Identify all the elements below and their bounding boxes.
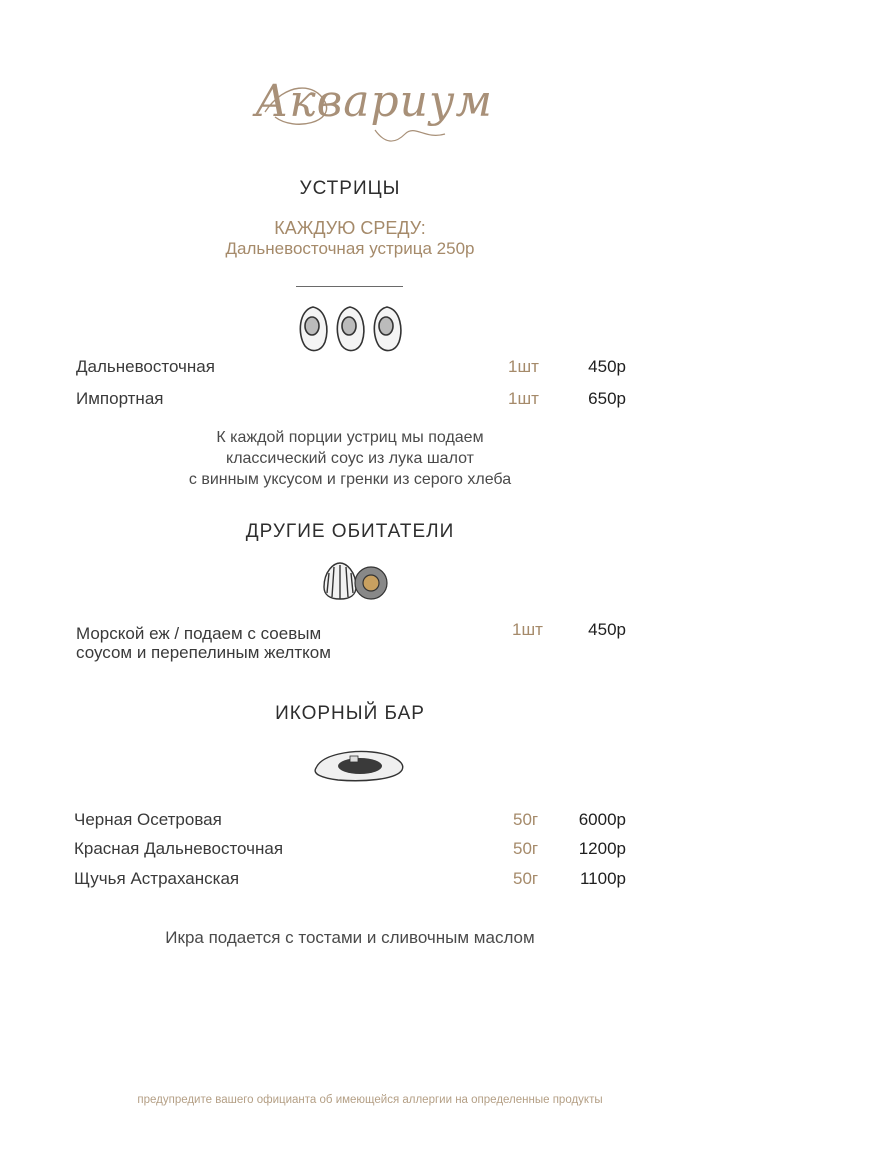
menu-item-qty: 1шт (508, 389, 539, 408)
others-title: ДРУГИЕ ОБИТАТЕЛИ (245, 521, 455, 542)
divider (296, 286, 403, 287)
menu-item-qty: 50г (513, 839, 539, 858)
oysters-title: УСТРИЦЫ (299, 178, 401, 199)
brand-logo (255, 62, 493, 142)
others-icons (320, 561, 390, 603)
menu-item-price: 650р (588, 389, 626, 408)
menu-item-name (76, 624, 331, 662)
menu-item-qty: 1шт (508, 357, 539, 376)
caviar-title: ИКОРНЫЙ БАР (275, 703, 425, 724)
promo-line: Дальневосточная устрица 250р (225, 239, 475, 258)
menu-item-name-line: соусом и перепелиным желтком (76, 643, 331, 662)
note-line: К каждой порции устриц мы подаем (216, 429, 484, 446)
menu-item-name: Дальневосточная (76, 357, 215, 376)
menu-item-price: 1100р (579, 869, 626, 888)
menu-item-qty: 50г (513, 810, 539, 829)
menu-item-qty: 50г (513, 869, 539, 888)
oyster-icon (374, 307, 400, 351)
menu-item-name: Щучья Астраханская (74, 869, 240, 888)
oyster-icons (295, 304, 407, 354)
caviar-plate-icon (312, 744, 408, 786)
menu-item-name-line: Морской еж / подаем с соевым (76, 624, 322, 643)
menu-item-price: 6000р (578, 810, 626, 829)
allergy-footer: предупредите вашего официанта об имеющейся аллергии на определенные продукты (137, 1094, 603, 1106)
oysters-note (0, 427, 700, 490)
menu-item-price: 450р (588, 620, 626, 639)
note-line: классический соус из лука шалот (226, 450, 474, 467)
menu-item-name: Черная Осетровая (74, 810, 222, 829)
logo-text: Аквариум (255, 76, 493, 127)
scallop-icon (324, 563, 356, 599)
menu-item-qty: 1шт (512, 620, 543, 639)
oyster-icon (300, 307, 326, 351)
menu-item-name: Красная Дальневосточная (74, 839, 284, 858)
sea-urchin-icon (355, 567, 387, 599)
promo-title: КАЖДУЮ СРЕДУ: (274, 218, 426, 238)
menu-item-price: 450р (588, 357, 626, 376)
oyster-icon (337, 307, 363, 351)
caviar-note: Икра подается с тостами и сливочным маслом (165, 928, 535, 947)
note-line: с винным уксусом и гренки из серого хлеба (188, 471, 512, 488)
menu-item-price: 1200р (578, 839, 626, 858)
menu-item-name: Импортная (76, 389, 164, 408)
